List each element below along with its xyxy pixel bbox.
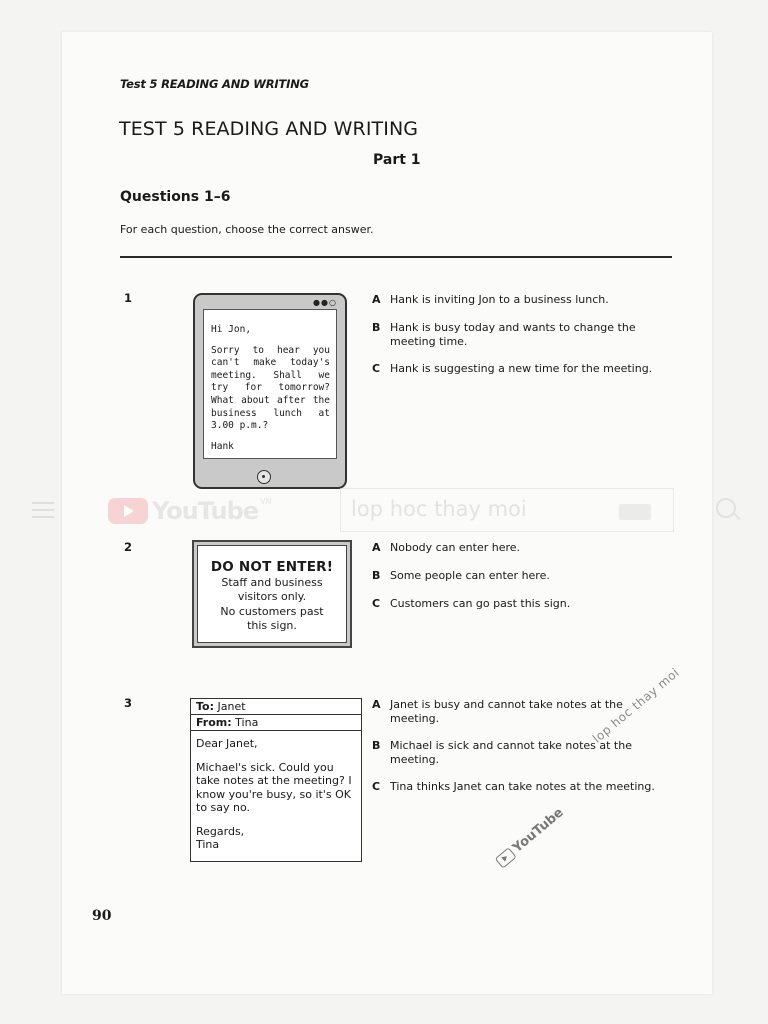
- question-number: 1: [124, 291, 133, 305]
- running-head: Test 5 READING AND WRITING: [120, 77, 309, 91]
- keyboard-icon: [619, 504, 651, 520]
- diagonal-watermark: lop hoc thay moi: [590, 665, 683, 746]
- search-icon: [716, 498, 736, 518]
- message-greeting: Hi Jon,: [211, 324, 252, 335]
- question-number: 3: [124, 696, 133, 710]
- question-number: 2: [124, 540, 133, 554]
- page-title: TEST 5 READING AND WRITING: [119, 118, 419, 140]
- option-a[interactable]: A Nobody can enter here.: [372, 541, 521, 554]
- youtube-watermark-bar: [28, 488, 748, 534]
- sign-line: this sign.: [247, 619, 297, 632]
- questions-heading: Questions 1–6: [120, 189, 231, 205]
- menu-icon: [32, 502, 54, 523]
- sign-heading: DO NOT ENTER!: [210, 559, 334, 575]
- email-body: Michael's sick. Could you take notes at the meeting? I know you're busy, so it's OK to say no.: [196, 760, 352, 814]
- email-greeting: Dear Janet,: [196, 737, 258, 750]
- play-icon: [108, 498, 148, 524]
- search-box: lop hoc thay moi: [340, 488, 674, 532]
- email-closing: Regards,: [196, 824, 245, 838]
- option-b[interactable]: B Michael is sick and cannot take notes at the meeting.: [372, 739, 632, 766]
- sign-line: No customers past: [220, 604, 324, 618]
- option-b[interactable]: B Some people can enter here.: [372, 569, 550, 582]
- email-from-row: From: Tina: [191, 715, 361, 731]
- page-number: 90: [92, 908, 112, 924]
- option-c[interactable]: C Hank is suggesting a new time for the meeting.: [372, 362, 653, 375]
- sign-line: visitors only.: [237, 590, 307, 603]
- youtube-logo: YouTube VN: [108, 497, 272, 525]
- message-body: Sorry to hear you can't make today's meeting. Shall we try for tomorrow? What about after the business lunch at 3.00 p.m.?: [211, 344, 330, 432]
- email-signature: Tina: [196, 838, 220, 851]
- email-to-row: To: Janet: [191, 699, 361, 715]
- part-title: Part 1: [373, 152, 421, 168]
- phone-screen: [203, 309, 337, 459]
- phone-status-dots: ●●○: [313, 298, 337, 307]
- instruction: For each question, choose the correct answer.: [120, 223, 374, 236]
- phone-message: [193, 293, 347, 489]
- email-note: [190, 698, 362, 862]
- youtube-stamp: YouTube: [494, 805, 567, 869]
- phone-home-button: [257, 470, 271, 484]
- divider: [120, 256, 672, 258]
- option-c[interactable]: C Tina thinks Janet can take notes at the meeting.: [372, 780, 655, 793]
- option-a[interactable]: A Janet is busy and cannot take notes at the meeting.: [372, 698, 623, 725]
- option-a[interactable]: A Hank is inviting Jon to a business lunch.: [372, 293, 609, 306]
- option-c[interactable]: C Customers can go past this sign.: [372, 597, 571, 610]
- message-signature: Hank: [211, 440, 234, 452]
- option-b[interactable]: B Hank is busy today and wants to change the meeting time.: [372, 321, 636, 348]
- sign-line: Staff and business: [221, 575, 323, 589]
- notice-sign: [192, 540, 352, 648]
